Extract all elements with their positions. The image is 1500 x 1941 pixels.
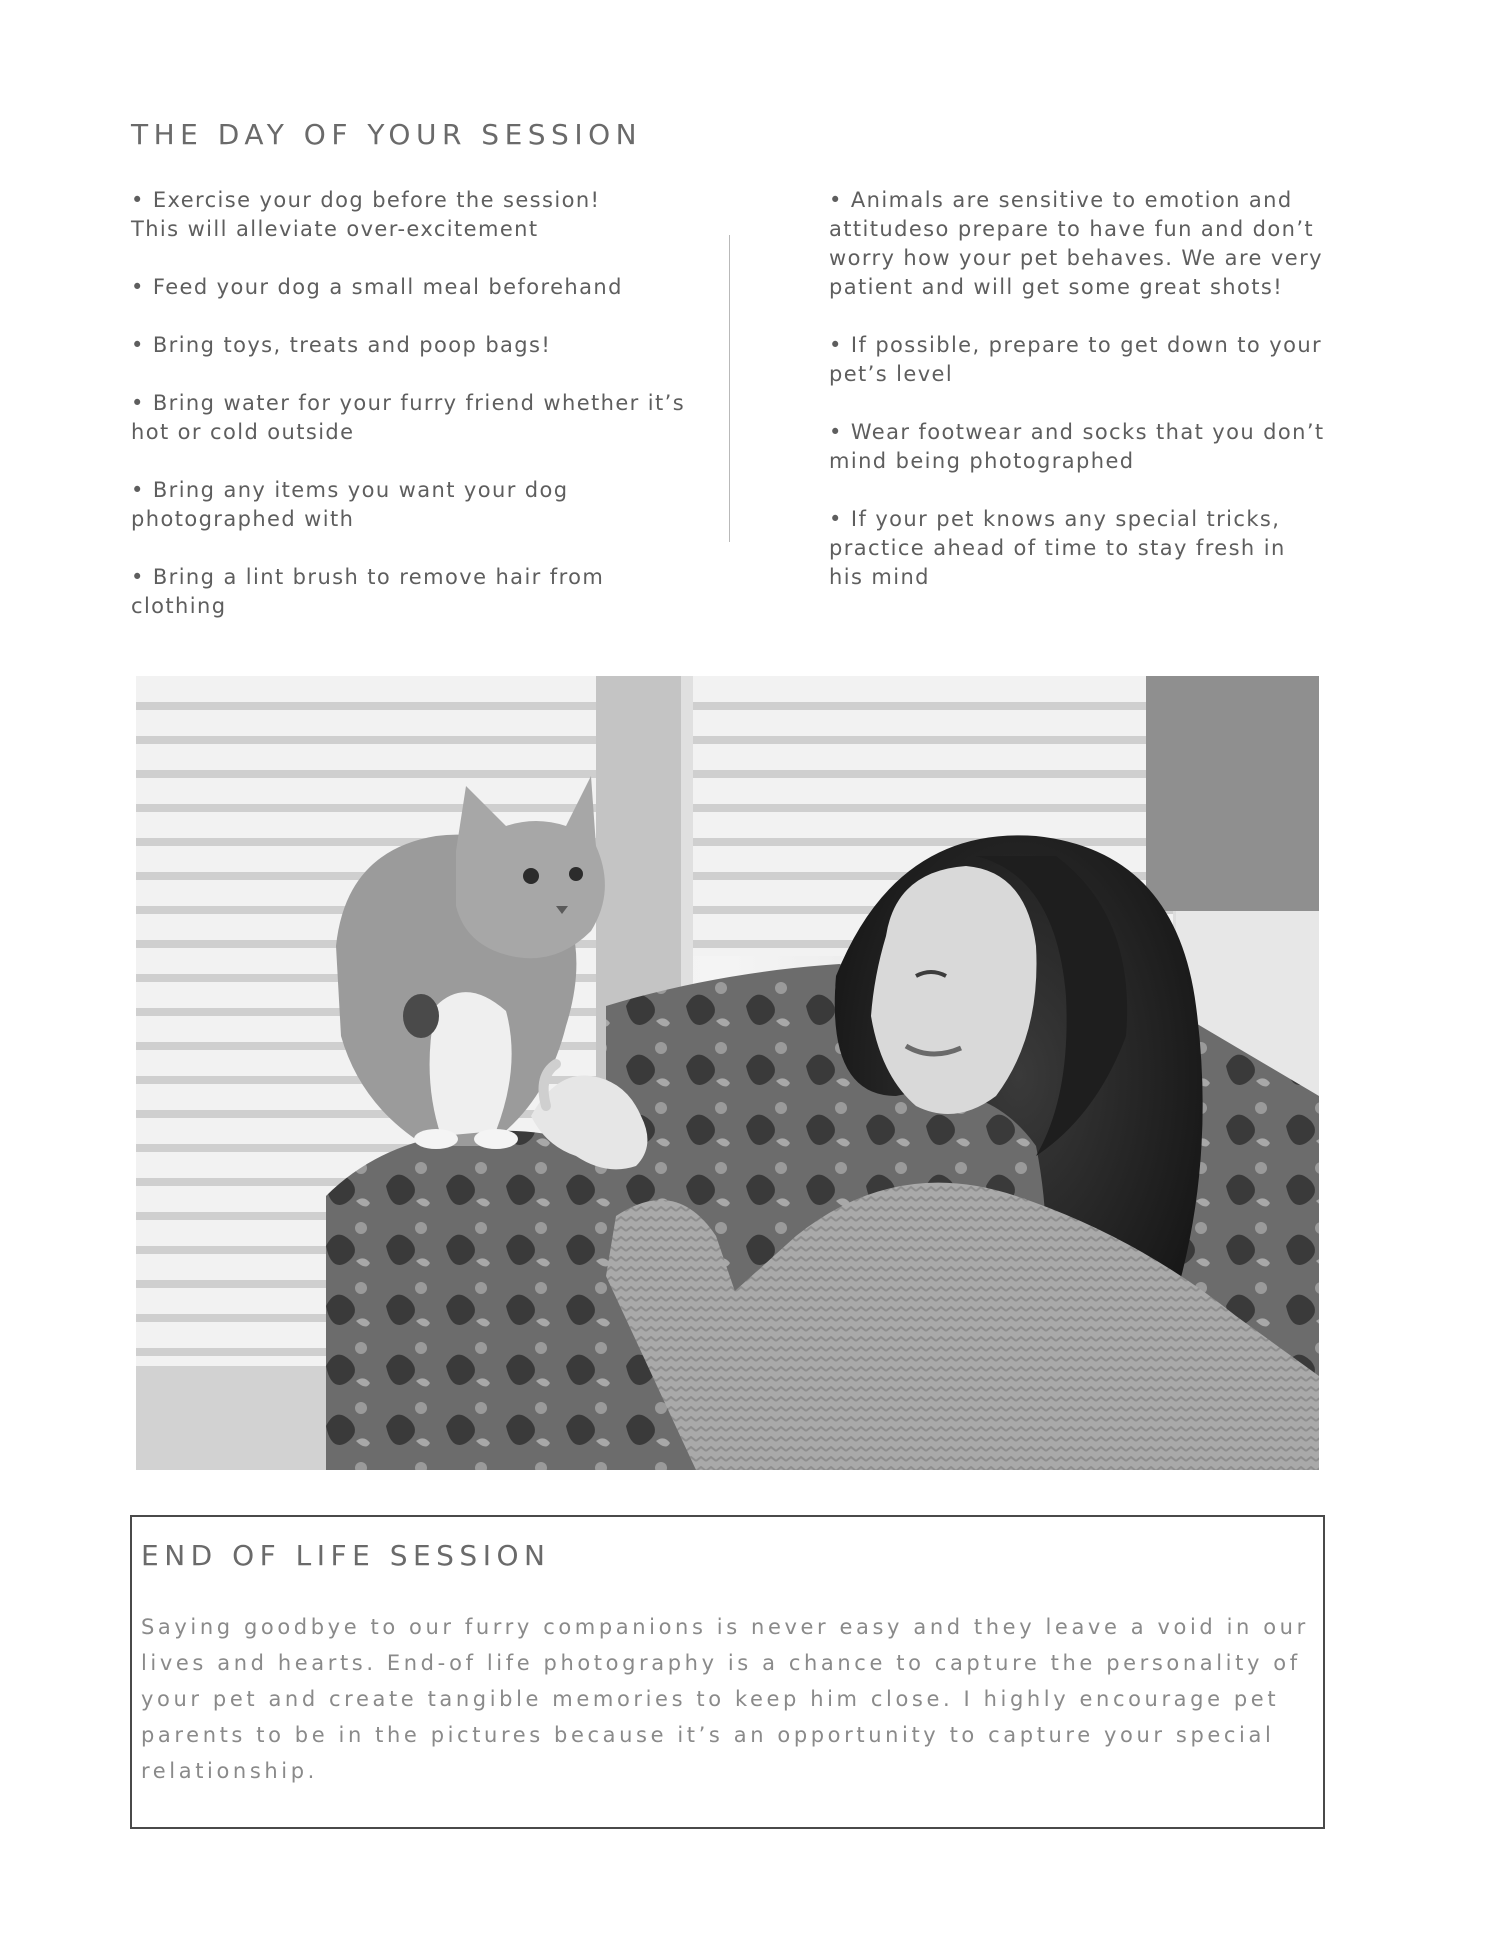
tip-item: • If possible, prepare to get down to your pet’s level xyxy=(829,333,1323,386)
tip-item: • Bring toys, treats and poop bags! xyxy=(131,333,552,357)
end-of-life-description: Saying goodbye to our furry companions is never easy and they leave a void in our lives and hearts. End-of life photography is a chance to capture the personality of your pet and create tangible memories to keep him close. I highly encourage pet parents to be in the pictures because it’s an opportunity to capture your special relationship. xyxy=(141,1615,1309,1783)
tips-column-right xyxy=(829,186,1349,621)
tips-column-left xyxy=(131,186,691,650)
tip-item: • Feed your dog a small meal beforehand xyxy=(131,275,623,299)
section-title-day-of-session: THE DAY OF YOUR SESSION xyxy=(131,118,643,151)
tip-item: • Exercise your dog before the session! This will alleviate over-excitement xyxy=(131,188,601,241)
session-photo xyxy=(136,676,1319,1470)
tip-item: • Bring any items you want your dog photographed with xyxy=(131,478,569,531)
end-of-life-box xyxy=(130,1515,1325,1829)
tip-item: • Animals are sensitive to emotion and attitudeso prepare to have fun and don’t worry how your pet behaves. We are very patient and will get some great shots! xyxy=(829,188,1323,299)
tip-item: • Bring water for your furry friend whether it’s hot or cold outside xyxy=(131,391,686,444)
section-title-end-of-life: END OF LIFE SESSION xyxy=(141,1539,551,1572)
column-divider xyxy=(729,235,730,542)
tip-item: • Bring a lint brush to remove hair from clothing xyxy=(131,565,605,618)
tip-item: • If your pet knows any special tricks, practice ahead of time to stay fresh in his mind xyxy=(829,507,1286,589)
tip-item: • Wear footwear and socks that you don’t mind being photographed xyxy=(829,420,1325,473)
